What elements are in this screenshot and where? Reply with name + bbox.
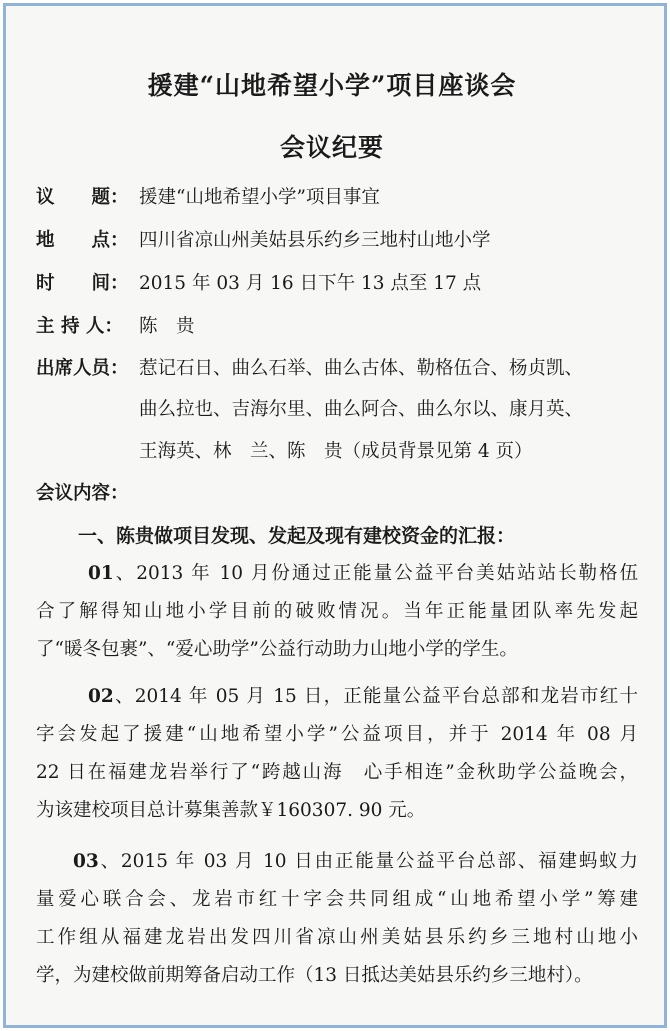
paragraph-line: 工作组从福建龙岩出发四川省凉山州美姑县乐约乡三地村山地小 — [36, 927, 638, 948]
time-row — [36, 272, 481, 296]
section-heading: 一、陈贵做项目发现、发起及现有建校资金的汇报： — [78, 525, 516, 547]
topic-label: 议 题： — [36, 187, 129, 208]
time-label: 时 间： — [36, 273, 129, 294]
paragraph-text: 、2013 年 10 月份通过正能量公益平台美姑站站长勒格伍 — [113, 563, 638, 584]
attendees-line-1: 惹记石日、曲么石举、曲么古体、勒格伍合、杨贞凯、 — [139, 358, 584, 379]
paragraph-number: 01 — [88, 563, 114, 584]
topic-row — [36, 186, 380, 210]
paragraph-line: 量爱心联合会、龙岩市红十字会共同组成“山地希望小学”筹建 — [36, 889, 638, 910]
attendees-row — [36, 357, 583, 381]
host-label: 主 持 人： — [36, 316, 123, 337]
paragraph-line: 字会发起了援建“山地希望小学”公益项目，并于 2014 年 08 月 — [36, 724, 638, 745]
place-row — [36, 229, 491, 253]
host-row — [36, 315, 195, 339]
attendees-line-2: 曲么拉也、吉海尔里、曲么阿合、曲么尔以、康月英、 — [139, 399, 584, 420]
paragraph-line: 合了解得知山地小学目前的破败情况。当年正能量团队率先发起 — [36, 601, 638, 622]
content-row — [36, 482, 129, 506]
paragraph-text: 、2014 年 05 月 15 日，正能量公益平台总部和龙岩市红十 — [113, 686, 638, 707]
paragraph-02 — [36, 685, 638, 837]
place-value: 四川省凉山州美姑县乐约乡三地村山地小学 — [139, 230, 491, 251]
paragraph-line: 学，为建校做前期筹备启动工作（13 日抵达美姑县乐约乡三地村）。 — [36, 965, 593, 986]
paragraph-line — [36, 685, 638, 723]
content-label: 会议内容： — [36, 483, 129, 504]
time-value: 2015 年 03 月 16 日下午 13 点至 17 点 — [139, 273, 482, 294]
document-subtitle: 会议纪要 — [279, 133, 384, 162]
paragraph-text: 、2015 年 03 月 10 日由正能量公益平台总部、福建蚂蚁力 — [98, 851, 638, 872]
paragraph-01 — [36, 562, 638, 676]
topic-value: 援建“山地希望小学”项目事宜 — [139, 187, 380, 208]
paragraph-line — [36, 562, 638, 600]
attendees-line-3: 王海英、林 兰、陈 贵（成员背景见第 4 页） — [139, 441, 533, 462]
paragraph-03 — [36, 850, 638, 1002]
place-label: 地 点： — [36, 230, 129, 251]
host-value: 陈 贵 — [139, 316, 195, 337]
paragraph-line: 为该建校项目总计募集善款￥160307. 90 元。 — [36, 800, 426, 821]
document-title: 援建“山地希望小学”项目座谈会 — [147, 71, 517, 100]
paragraph-line: 了“暖冬包裹”、“爱心助学”公益行动助力山地小学的学生。 — [36, 639, 518, 660]
paragraph-number: 03 — [73, 851, 99, 872]
paragraph-number: 02 — [88, 686, 114, 707]
paragraph-line — [36, 850, 638, 888]
attendees-label: 出席人员： — [36, 358, 129, 379]
paragraph-line: 22 日在福建龙岩举行了“跨越山海 心手相连”金秋助学公益晚会， — [36, 762, 638, 783]
